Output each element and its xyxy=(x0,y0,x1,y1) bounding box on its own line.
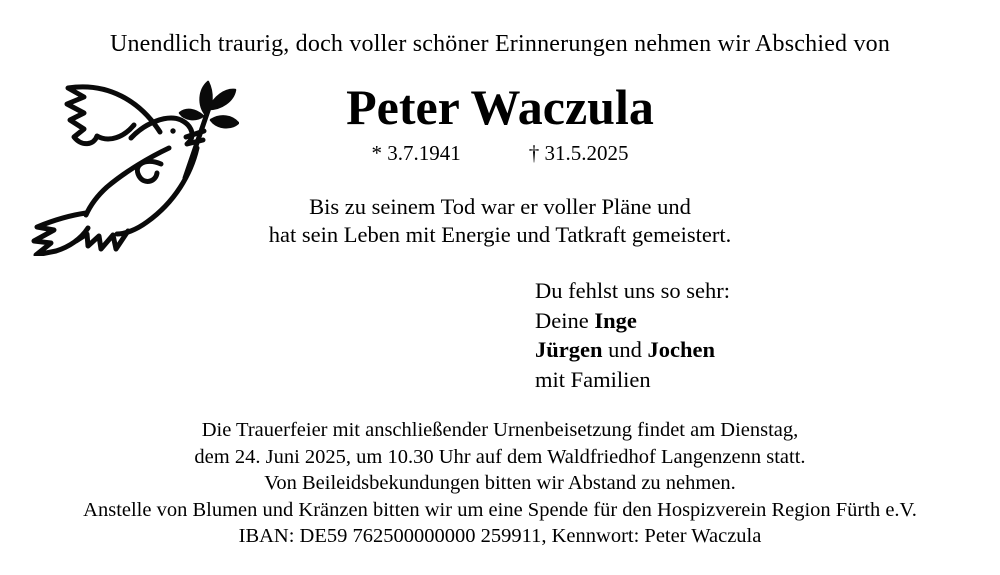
mourners-line-3-middle: und xyxy=(602,337,648,362)
mourners-line-3 xyxy=(535,335,730,365)
funeral-line-1: Die Trauerfeier mit anschließender Urnenbeisetzung findet am Dienstag, xyxy=(201,419,799,441)
funeral-line-4: Anstelle von Blumen und Kränzen bitten wir um eine Spende für den Hospizverein Region Fürth e.V. xyxy=(83,498,917,521)
life-dates xyxy=(0,141,1000,166)
mourner-name-juergen: Jürgen xyxy=(535,337,603,362)
death-date-value: 31.5.2025 xyxy=(544,141,629,165)
deceased-name: Peter Waczula xyxy=(346,79,654,135)
mourner-name-jochen: Jochen xyxy=(647,337,715,362)
mourners-line-2-prefix: Deine xyxy=(535,307,595,333)
mourners-block xyxy=(535,276,730,394)
funeral-line-5: IBAN: DE59 762500000000 259911, Kennwort: Peter Waczula xyxy=(238,525,762,548)
tribute-line-1: Bis zu seinem Tod war er voller Pläne und xyxy=(309,194,691,219)
tribute-text xyxy=(0,193,1000,249)
mourners-line-2 xyxy=(535,306,730,336)
birth-date-value: 3.7.1941 xyxy=(387,141,461,165)
cross-symbol: † xyxy=(528,141,540,165)
funeral-line-2: dem 24. Juni 2025, um 10.30 Uhr auf dem Waldfriedhof Langenzenn statt. xyxy=(194,445,806,468)
mourners-line-1: Du fehlst uns so sehr: xyxy=(535,278,730,303)
mourner-name-inge: Inge xyxy=(594,307,637,333)
funeral-info xyxy=(0,417,1000,550)
mourners-line-4: mit Familien xyxy=(535,366,651,392)
intro-line: Unendlich traurig, doch voller schöner Erinnerungen nehmen wir Abschied von xyxy=(109,31,891,57)
born-symbol: * xyxy=(371,141,382,165)
funeral-line-3: Von Beileidsbekundungen bitten wir Abstand zu nehmen. xyxy=(264,472,736,495)
birth-date xyxy=(372,141,461,166)
death-date xyxy=(529,141,629,166)
tribute-line-2: hat sein Leben mit Energie und Tatkraft gemeistert. xyxy=(268,222,732,247)
